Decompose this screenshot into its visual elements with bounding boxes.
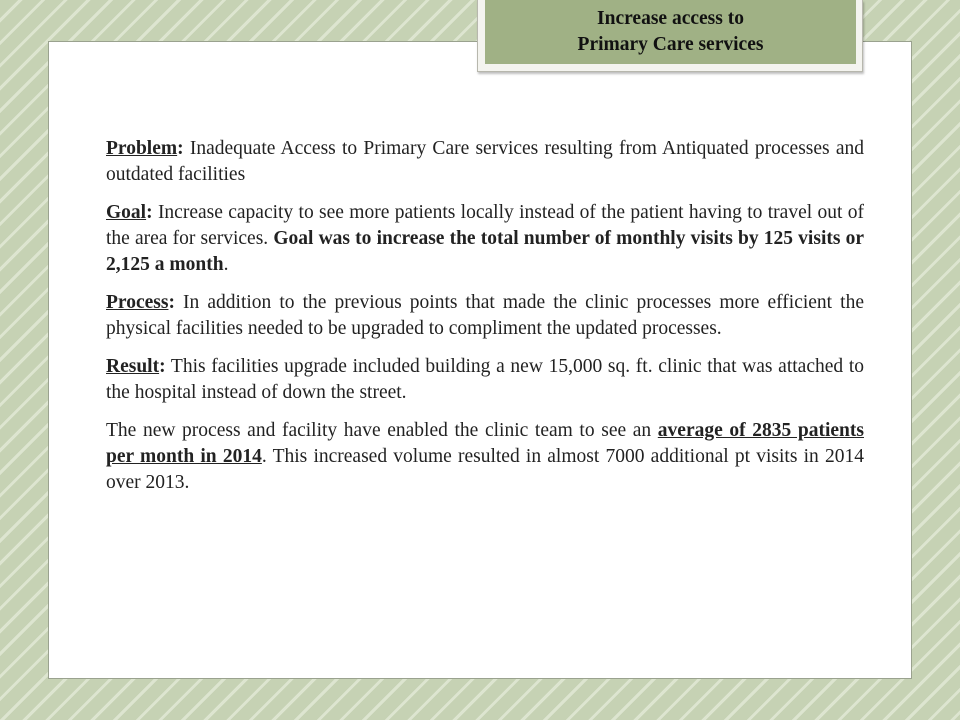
process-paragraph: Process: In addition to the previous points that made the clinic processes more efficient the physical facilities needed to be upgraded to compliment the updated processes. [106, 292, 864, 339]
summary-paragraph [106, 418, 864, 496]
title-line-1: Increase access to [597, 8, 744, 29]
summary-lead: The new process and facility have enabled the clinic team to see an [106, 420, 658, 441]
result-label: Result [106, 356, 160, 377]
problem-label: Problem [106, 138, 178, 159]
problem-paragraph: Problem: Inadequate Access to Primary Care services resulting from Antiquated processes and outdated facilities [106, 138, 864, 185]
body-text [106, 136, 864, 508]
result-text: This facilities upgrade included building a new 15,000 sq. ft. clinic that was attached to the hospital instead of down the street. [106, 356, 864, 403]
summary-tail: . This increased volume resulted in almost 7000 additional pt visits in 2014 over 2013. [106, 446, 864, 493]
goal-target-text: Goal was to increase the total number of monthly visits by 125 visits or 2,125 a month [106, 228, 865, 275]
goal-text: Increase capacity to see more patients locally instead of the patient having to travel out of the area for services. [106, 202, 864, 249]
process-label: Process [106, 292, 169, 313]
summary-highlight: average of 2835 patients per month in 2014 [106, 420, 864, 467]
goal-end: . [223, 254, 229, 275]
title-box [477, 0, 863, 72]
title-line-2: Primary Care services [577, 34, 764, 55]
problem-text: Inadequate Access to Primary Care services resulting from Antiquated processes and outdated facilities [106, 138, 864, 185]
goal-label: Goal [106, 202, 147, 223]
result-paragraph: Result: This facilities upgrade included building a new 15,000 sq. ft. clinic that was attached to the hospital instead of down the street. [106, 356, 864, 403]
goal-paragraph: Goal: Increase capacity to see more patients locally instead of the patient having to travel out of the area for services. Goal was to increase the total number of monthly visits by 125 visits or 2,125 a month. [106, 202, 865, 275]
process-text: In addition to the previous points that made the clinic processes more efficient the physical facilities needed to be upgraded to compliment the updated processes. [106, 292, 864, 339]
slide-title [485, 0, 856, 64]
